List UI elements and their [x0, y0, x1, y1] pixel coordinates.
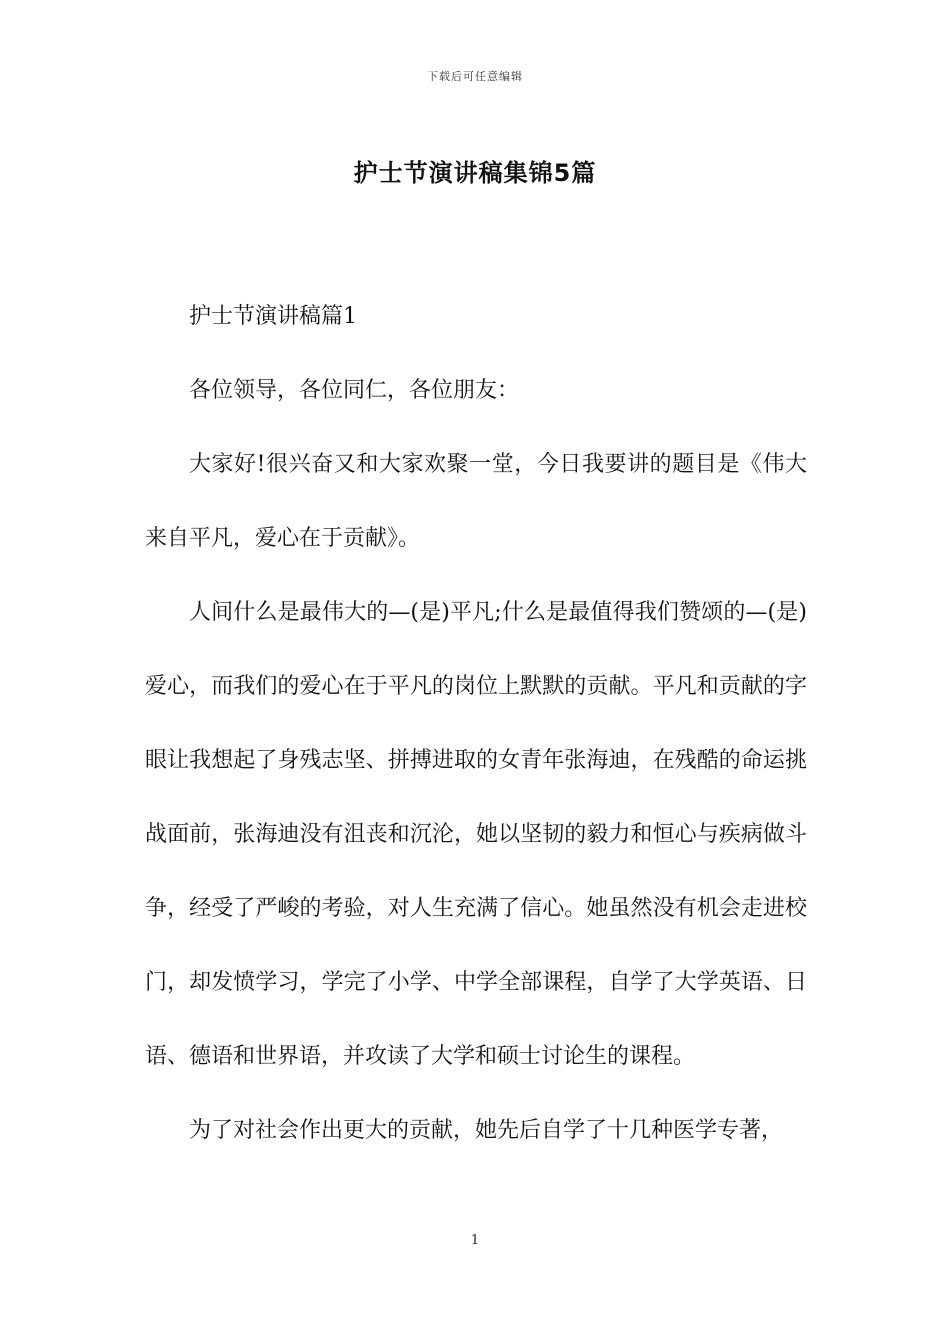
salutation-paragraph: 各位领导，各位同仁，各位朋友： [189, 378, 520, 403]
body-paragraph: 人间什么是最伟大的—(是)平凡;什么是最值得我们赞颂的—(是)爱心，而我们的爱心在于平凡的岗位上默默的贡献。平凡和贡献的字眼让我想起了身残志坚、拼搏进取的女青年张海迪，在残酷的命运挑战面前，张海迪没有沮丧和沉沦，她以坚韧的毅力和恒心与疾病做斗争，经受了严峻的考验，对人生充满了信心。她虽然没有机会走进校门，却发愤学习，学完了小学、中学全部课程，自学了大学英语、日语、德语和世界语，并攻读了大学和硕士讨论生的课程。 [145, 600, 807, 1069]
document-title: 护士节演讲稿集锦5篇 [353, 159, 597, 187]
header-note: 下载后可任意编辑 [427, 70, 523, 83]
body-paragraph: 大家好!很兴奋又和大家欢聚一堂，今日我要讲的题目是《伟大来自平凡，爱心在于贡献》。 [145, 452, 807, 551]
section-heading: 护士节演讲稿篇1 [189, 304, 357, 329]
document-body [145, 280, 807, 1168]
page-number: 1 [470, 1233, 480, 1248]
body-paragraph: 为了对社会作出更大的贡献，她先后自学了十几种医学专著， [189, 1118, 784, 1143]
